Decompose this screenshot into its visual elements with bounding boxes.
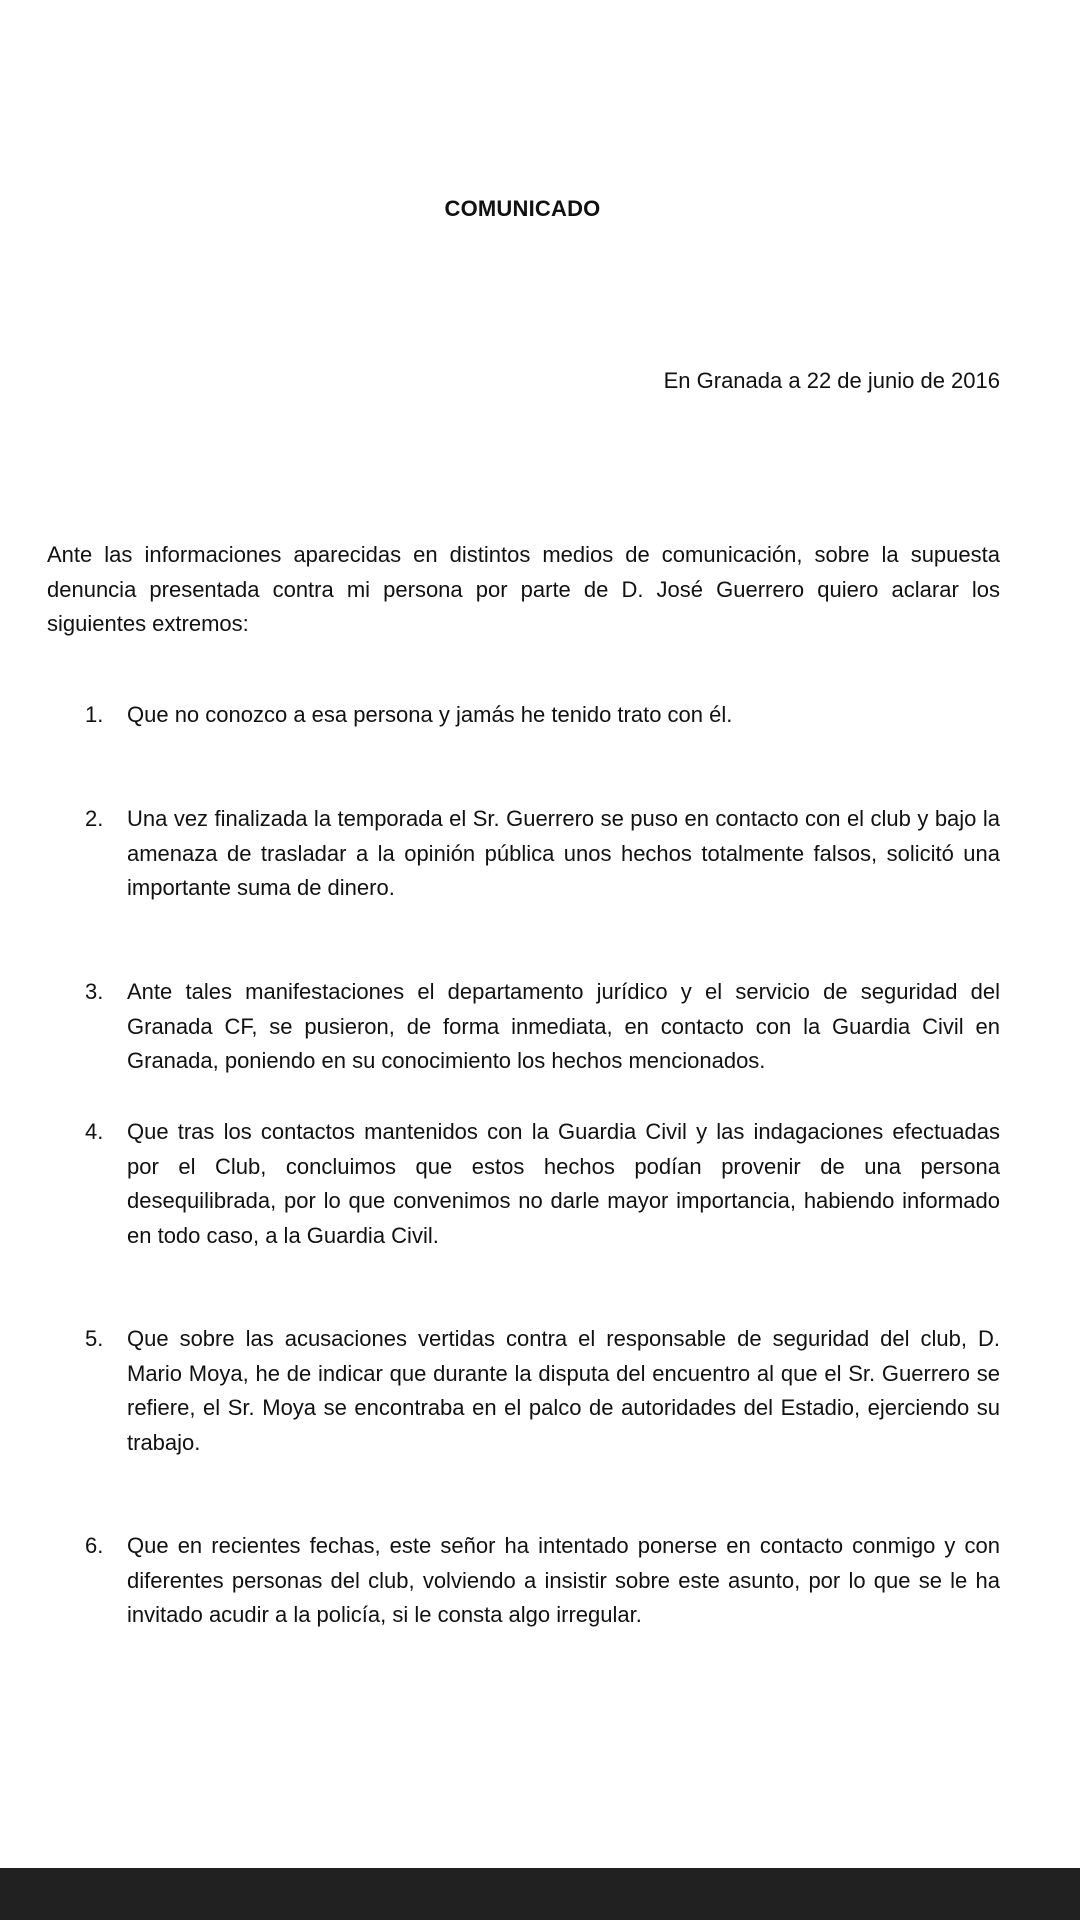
list-item-number: 4. <box>85 1119 104 1144</box>
list-item-number: 3. <box>85 979 104 1004</box>
list-item-number: 5. <box>85 1326 104 1351</box>
footer-bar <box>0 1868 1080 1920</box>
list-item-text: Una vez finalizada la temporada el Sr. Guerrero se puso en contacto con el club y bajo la amenaza de trasladar a la opinión pública unos hechos totalmente falsos, solicitó una importante suma de dinero. <box>127 806 1000 900</box>
list-item <box>47 975 1000 1079</box>
list-item-number: 1. <box>85 702 104 727</box>
list-item <box>47 802 1000 906</box>
list-item <box>47 698 1000 733</box>
list-item-text: Que no conozco a esa persona y jamás he tenido trato con él. <box>127 702 733 727</box>
intro-paragraph: Ante las informaciones aparecidas en distintos medios de comunicación, sobre la supuesta denuncia presentada contra mi persona por parte de D. José Guerrero quiero aclarar los siguientes extremos: <box>47 542 1000 636</box>
list-item-text: Que sobre las acusaciones vertidas contra el responsable de seguridad del club, D. Mario Moya, he de indicar que durante la disputa del encuentro al que el Sr. Guerrero se refiere, el Sr. Moya se encontraba en el palco de autoridades del Estadio, ejerciendo su trabajo. <box>127 1326 1000 1455</box>
list-item-text: Ante tales manifestaciones el departamento jurídico y el servicio de seguridad del Granada CF, se pusieron, de forma inmediata, en contacto con la Guardia Civil en Granada, poniendo en su conocimiento los hechos mencionados. <box>127 979 1000 1073</box>
list-item <box>47 1115 1000 1253</box>
list-item <box>47 1529 1000 1633</box>
date-line: En Granada a 22 de junio de 2016 <box>663 368 1000 393</box>
list-item-text: Que tras los contactos mantenidos con la Guardia Civil y las indagaciones efectuadas por el Club, concluimos que estos hechos podían provenir de una persona desequilibrada, por lo que convenimos no darle mayor importancia, habiendo informado en todo caso, a la Guardia Civil. <box>127 1119 1000 1248</box>
list-item-number: 2. <box>85 806 104 831</box>
list-item-text: Que en recientes fechas, este señor ha intentado ponerse en contacto conmigo y con diferentes personas del club, volviendo a insistir sobre este asunto, por lo que se le ha invitado acudir a la policía, si le consta algo irregular. <box>127 1533 1000 1627</box>
document-title: COMUNICADO <box>444 196 601 221</box>
list-item-number: 6. <box>85 1533 104 1558</box>
list-item <box>47 1322 1000 1460</box>
